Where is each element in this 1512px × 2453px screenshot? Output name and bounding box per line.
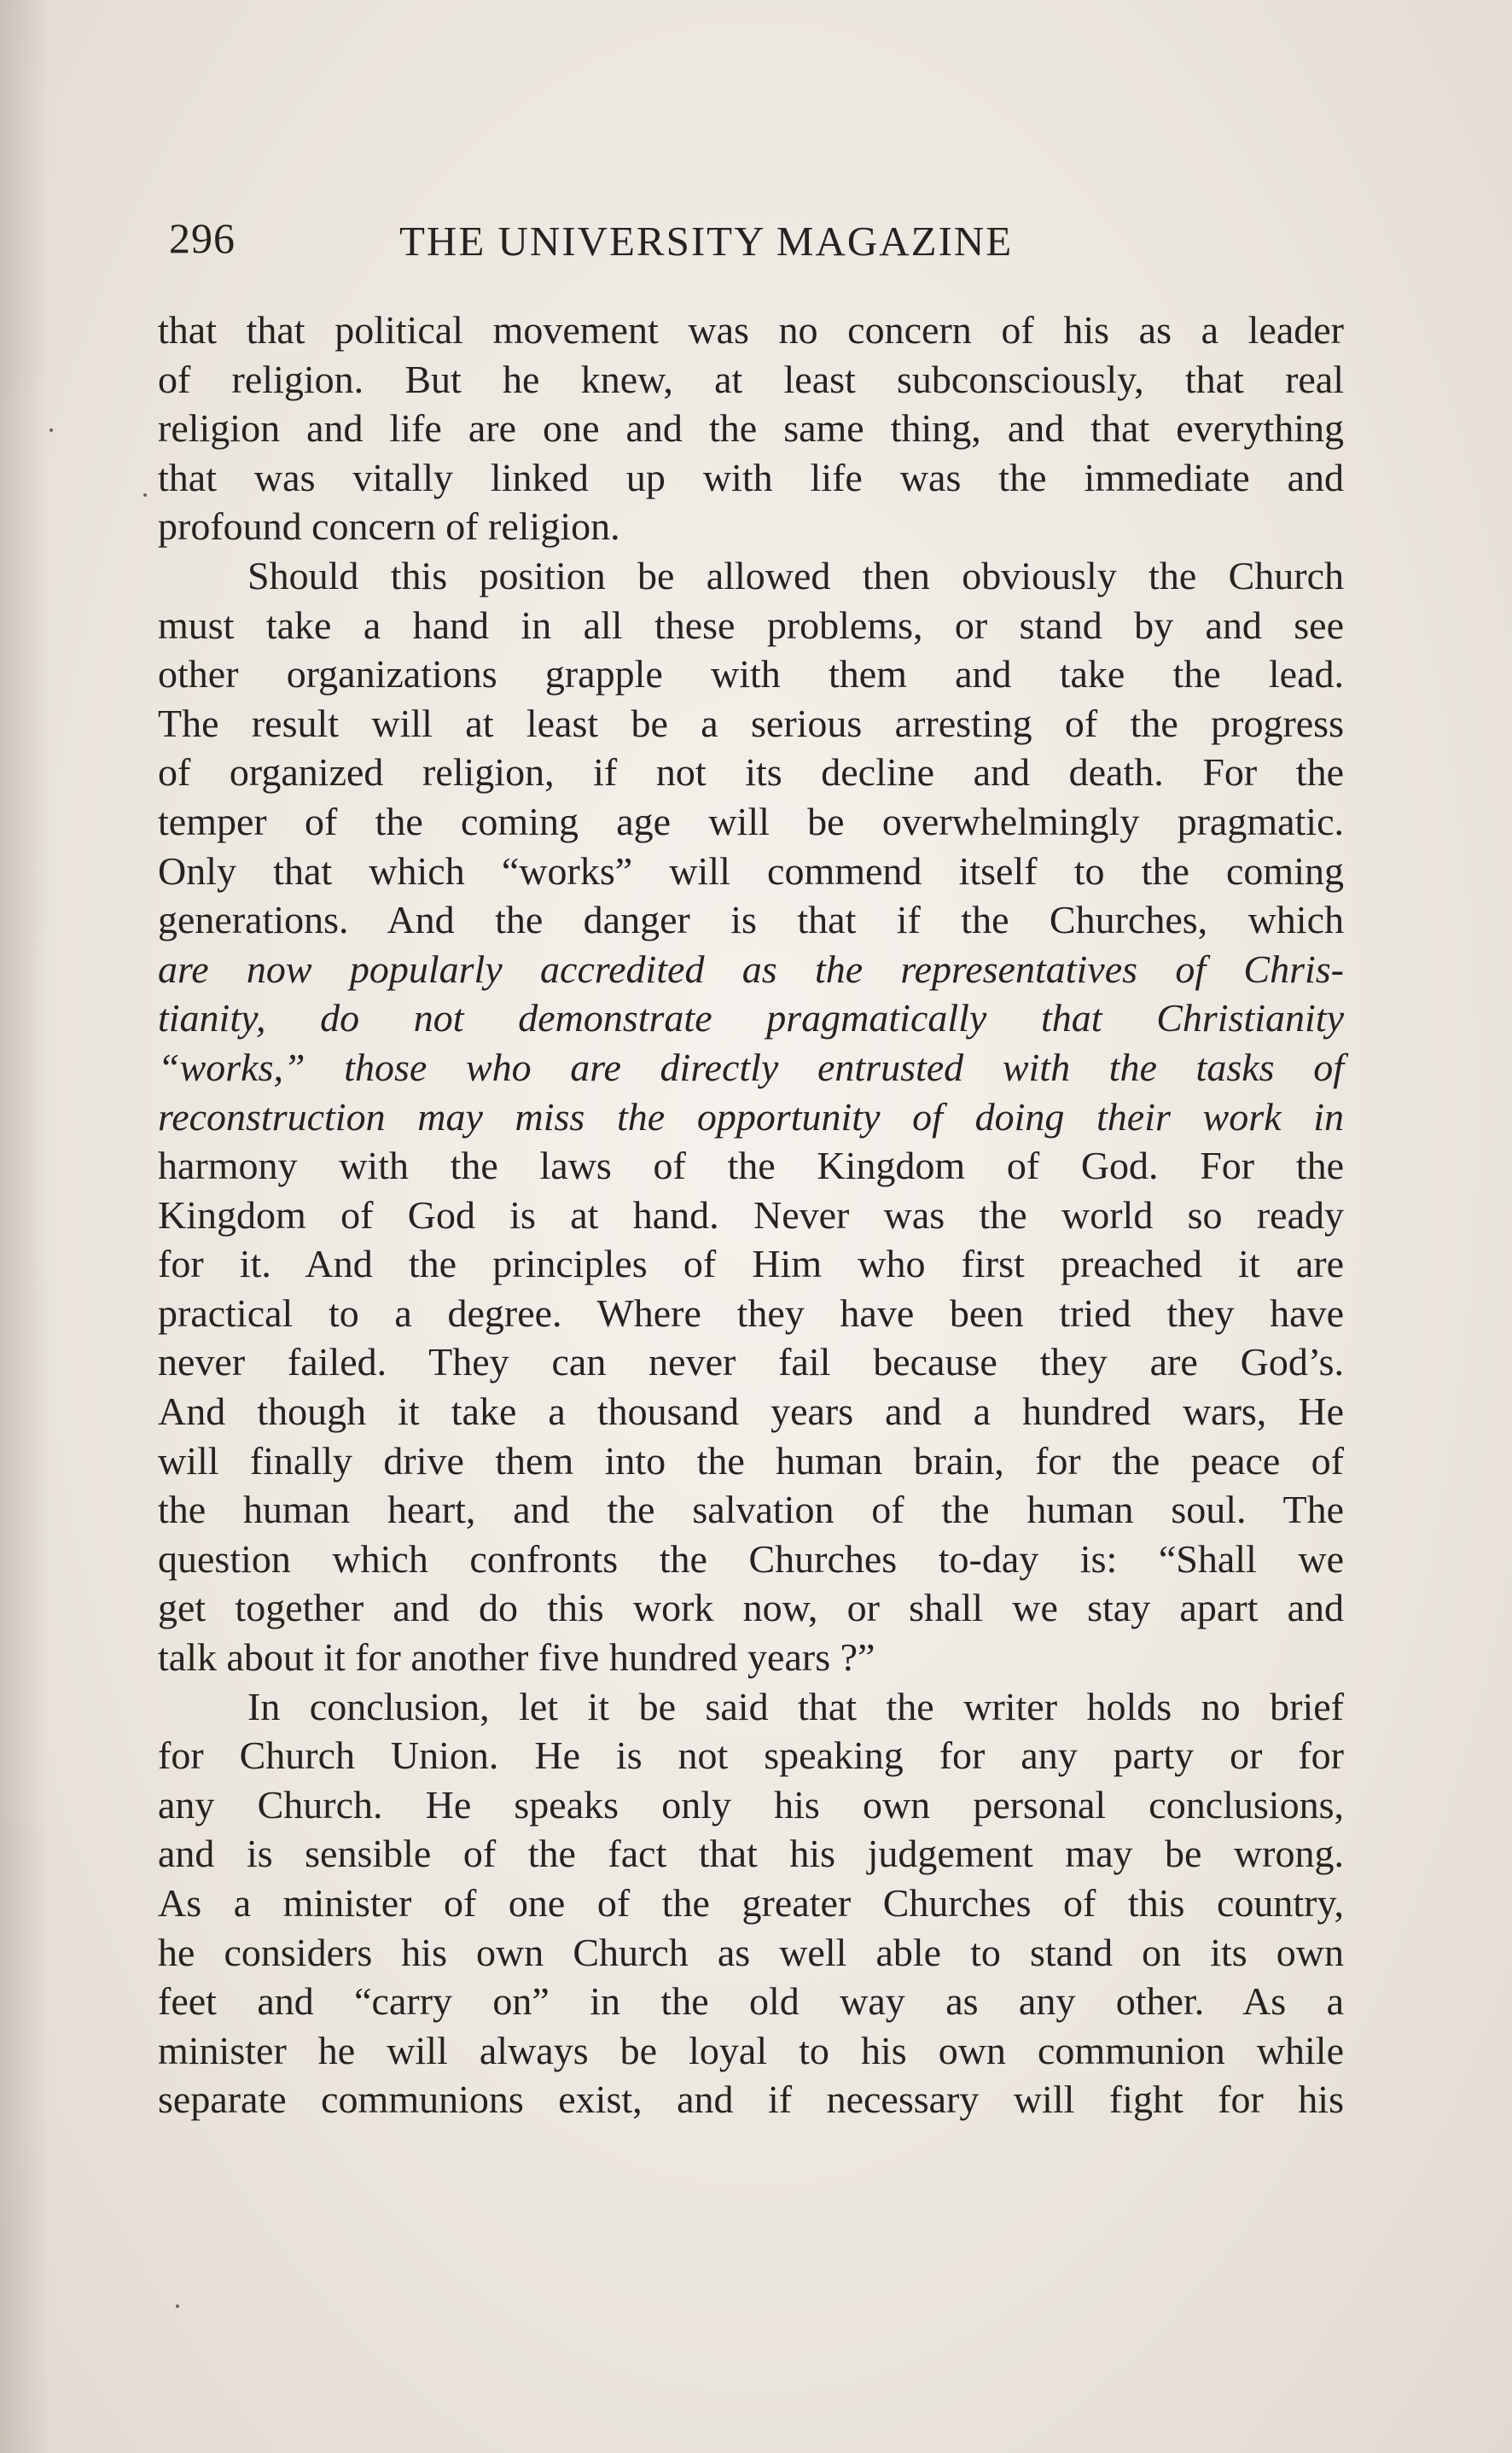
text-line: minister he will always be loyal to his own communion while: [158, 2028, 1344, 2072]
text-line: feet and “carry on” in the old way as any other. As a: [158, 1979, 1344, 2024]
text-line: question which confronts the Churches to-day is: “Shall we: [158, 1536, 1344, 1581]
text-line: get together and do this work now, or shall we stay apart and: [158, 1586, 1344, 1630]
text-line: religion and life are one and the same thing, and that everything: [158, 406, 1344, 451]
paragraph: [158, 1682, 1344, 2124]
text-line-italic: are now popularly accredited as the representatives of Chris-: [158, 947, 1344, 991]
running-head: THE UNIVERSITY MAGAZINE: [399, 218, 1014, 265]
text-line: practical to a degree. Where they have been tried they have: [158, 1291, 1344, 1335]
paragraph: [158, 551, 1344, 1682]
text-line: harmony with the laws of the Kingdom of God. For the: [158, 1144, 1344, 1188]
text-line-italic: “works,” those who are directly entrusted with the tasks of: [158, 1045, 1344, 1089]
text-line: he considers his own Church as well able to stand on its own: [158, 1930, 1344, 1974]
text-line: The result will at least be a serious arresting of the progress: [158, 701, 1344, 745]
text-line: for it. And the principles of Him who first preached it are: [158, 1242, 1344, 1286]
text-line: that that political movement was no concern of his as a leader: [158, 308, 1344, 352]
body-text: [158, 306, 1344, 2124]
text-line: of religion. But he knew, at least subconsciously, that real: [158, 357, 1344, 401]
text-line: any Church. He speaks only his own personal conclusions,: [158, 1782, 1344, 1827]
text-line: of organized religion, if not its decline and death. For the: [158, 750, 1344, 795]
text-line: In conclusion, let it be said that the writer holds no brief: [247, 1684, 1344, 1728]
text-line: Kingdom of God is at hand. Never was the world so ready: [158, 1192, 1344, 1237]
text-line-italic: reconstruction may miss the opportunity of doing their work in: [158, 1094, 1344, 1139]
text-line: As a minister of one of the greater Churches of this country,: [158, 1881, 1344, 1925]
text-line: must take a hand in all these problems, or stand by and see: [158, 603, 1344, 647]
text-line: Should this position be allowed then obviously the Church: [247, 553, 1344, 597]
text-line: profound concern of religion.: [158, 504, 620, 549]
text-line: Only that which “works” will commend itself to the coming: [158, 848, 1344, 893]
text-line: generations. And the danger is that if the Churches, which: [158, 898, 1344, 942]
text-line: talk about it for another five hundred years ?”: [158, 1635, 875, 1680]
page-header: [169, 205, 1031, 273]
paper-speck: [49, 428, 53, 432]
text-line: and is sensible of the fact that his judgement may be wrong.: [158, 1832, 1344, 1876]
spine-shadow: [0, 0, 51, 2453]
text-line: And though it take a thousand years and a hundred wars, He: [158, 1390, 1344, 1434]
paper-speck: [143, 493, 147, 497]
text-line: that was vitally linked up with life was the immediate and: [158, 455, 1344, 499]
text-line: for Church Union. He is not speaking for any party or for: [158, 1733, 1344, 1778]
paper-speck: [176, 2304, 179, 2308]
text-line-italic: tianity, do not demonstrate pragmatically that Christianity: [158, 996, 1344, 1040]
paragraph: [158, 306, 1344, 551]
text-line: the human heart, and the salvation of the human soul. The: [158, 1488, 1344, 1532]
text-line: other organizations grapple with them and take the lead.: [158, 652, 1344, 696]
text-line: never failed. They can never fail because they are God’s.: [158, 1340, 1344, 1384]
text-line: separate communions exist, and if necessary will fight for his: [158, 2077, 1344, 2122]
text-line: will finally drive them into the human brain, for the peace of: [158, 1438, 1344, 1483]
text-line: temper of the coming age will be overwhelmingly pragmatic.: [158, 799, 1344, 843]
page-number: 296: [169, 214, 236, 262]
